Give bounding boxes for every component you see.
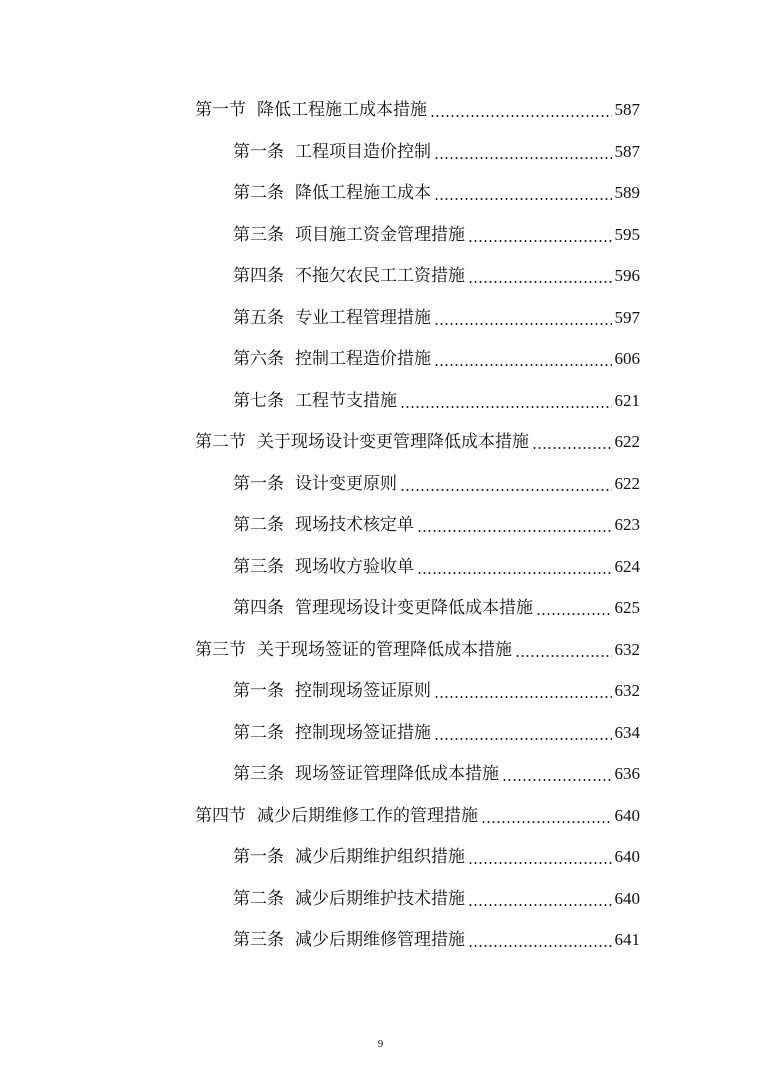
- dot-leader: [502, 778, 612, 782]
- toc-entry-article[interactable]: [233, 178, 640, 208]
- toc-entry-section[interactable]: [195, 95, 640, 125]
- toc-entry-number: 第四条: [233, 266, 284, 286]
- toc-entry-page: 640: [614, 806, 640, 825]
- dot-leader: [434, 197, 612, 201]
- toc-entry-page: 621: [614, 391, 640, 410]
- toc-entry-article[interactable]: [233, 842, 640, 872]
- toc-entry-number: 第六条: [233, 349, 284, 369]
- toc-entry-article[interactable]: [233, 386, 640, 416]
- dot-leader: [434, 695, 612, 699]
- toc-entry-page: 622: [614, 474, 640, 493]
- dot-leader: [430, 114, 612, 118]
- toc-entry-title: 关于现场设计变更管理降低成本措施: [257, 432, 529, 452]
- toc-entry-article[interactable]: [233, 676, 640, 706]
- dot-leader: [400, 405, 612, 409]
- toc-entry-title: 控制现场签证原则: [295, 681, 431, 701]
- toc-entry-number: 第三条: [233, 930, 284, 950]
- toc-entry-title: 降低工程施工成本措施: [257, 100, 427, 120]
- dot-leader: [400, 488, 612, 492]
- toc-entry-article[interactable]: [233, 925, 640, 955]
- toc-entry-article[interactable]: [233, 137, 640, 167]
- toc-entry-number: 第三条: [233, 225, 284, 245]
- dot-leader: [468, 944, 612, 948]
- toc-entry-title: 设计变更原则: [295, 474, 397, 494]
- toc-entry-section[interactable]: [195, 427, 640, 457]
- toc-entry-page: 636: [614, 764, 640, 783]
- toc-entry-number: 第一条: [233, 142, 284, 162]
- toc-entry-article[interactable]: [233, 552, 640, 582]
- toc-entry-page: 623: [614, 515, 640, 534]
- toc-entry-article[interactable]: [233, 220, 640, 250]
- toc-entry-title: 关于现场签证的管理降低成本措施: [257, 640, 512, 660]
- toc-entry-number: 第四节: [195, 806, 246, 826]
- dot-leader: [468, 239, 612, 243]
- toc-entry-section[interactable]: [195, 801, 640, 831]
- toc-entry-number: 第三条: [233, 764, 284, 784]
- dot-leader: [468, 280, 612, 284]
- toc-entry-number: 第二条: [233, 723, 284, 743]
- toc-entry-title: 项目施工资金管理措施: [295, 225, 465, 245]
- dot-leader: [417, 571, 612, 575]
- toc-entry-number: 第四条: [233, 598, 284, 618]
- toc-entry-title: 减少后期维修工作的管理措施: [257, 806, 478, 826]
- dot-leader: [417, 529, 612, 533]
- toc-entry-title: 降低工程施工成本: [295, 183, 431, 203]
- dot-leader: [434, 737, 612, 741]
- dot-leader: [434, 363, 612, 367]
- toc-entry-title: 控制现场签证措施: [295, 723, 431, 743]
- toc-entry-article[interactable]: [233, 718, 640, 748]
- toc-entry-number: 第一条: [233, 681, 284, 701]
- toc-entry-title: 减少后期维护组织措施: [295, 847, 465, 867]
- toc-entry-title: 现场收方验收单: [295, 557, 414, 577]
- dot-leader: [532, 446, 612, 450]
- toc-entry-page: 597: [614, 308, 640, 327]
- toc-entry-page: 595: [614, 225, 640, 244]
- toc-entry-article[interactable]: [233, 884, 640, 914]
- toc-entry-title: 现场签证管理降低成本措施: [295, 764, 499, 784]
- dot-leader: [481, 820, 612, 824]
- toc-entry-page: 625: [614, 598, 640, 617]
- toc-entry-title: 减少后期维修管理措施: [295, 930, 465, 950]
- toc-entry-page: 640: [614, 889, 640, 908]
- toc-entry-number: 第二条: [233, 515, 284, 535]
- toc-entry-title: 控制工程造价措施: [295, 349, 431, 369]
- toc-entry-article[interactable]: [233, 344, 640, 374]
- toc-entry-page: 587: [614, 100, 640, 119]
- toc-entry-page: 641: [614, 930, 640, 949]
- toc-entry-page: 634: [614, 723, 640, 742]
- toc-entry-page: 596: [614, 266, 640, 285]
- toc-entry-number: 第一节: [195, 100, 246, 120]
- toc-entry-section[interactable]: [195, 635, 640, 665]
- toc-entry-number: 第七条: [233, 391, 284, 411]
- toc-entry-page: 632: [614, 640, 640, 659]
- toc-entry-article[interactable]: [233, 303, 640, 333]
- toc-entry-page: 622: [614, 432, 640, 451]
- toc-entry-title: 工程项目造价控制: [295, 142, 431, 162]
- toc-entry-page: 640: [614, 847, 640, 866]
- dot-leader: [536, 612, 612, 616]
- toc-entry-title: 管理现场设计变更降低成本措施: [295, 598, 533, 618]
- toc-entry-number: 第三节: [195, 640, 246, 660]
- toc-entry-number: 第二条: [233, 183, 284, 203]
- toc-entry-article[interactable]: [233, 469, 640, 499]
- toc-entry-number: 第五条: [233, 308, 284, 328]
- dot-leader: [515, 654, 612, 658]
- toc-entry-number: 第三条: [233, 557, 284, 577]
- toc-entry-title: 不拖欠农民工工资措施: [295, 266, 465, 286]
- toc-entry-article[interactable]: [233, 759, 640, 789]
- toc-entry-number: 第二条: [233, 889, 284, 909]
- toc-entry-page: 606: [614, 349, 640, 368]
- toc-entry-page: 632: [614, 681, 640, 700]
- dot-leader: [468, 903, 612, 907]
- toc-entry-number: 第一条: [233, 847, 284, 867]
- page-number: 9: [377, 1038, 384, 1050]
- toc-entry-title: 减少后期维护技术措施: [295, 889, 465, 909]
- dot-leader: [434, 322, 612, 326]
- toc-entry-title: 工程节支措施: [295, 391, 397, 411]
- toc-entry-number: 第一条: [233, 474, 284, 494]
- toc-entry-title: 现场技术核定单: [295, 515, 414, 535]
- toc-entry-article[interactable]: [233, 593, 640, 623]
- toc-entry-article[interactable]: [233, 510, 640, 540]
- toc-entry-page: 587: [614, 142, 640, 161]
- toc-entry-number: 第二节: [195, 432, 246, 452]
- toc-entry-article[interactable]: [233, 261, 640, 291]
- dot-leader: [468, 861, 612, 865]
- toc-entry-page: 589: [614, 183, 640, 202]
- dot-leader: [434, 156, 612, 160]
- toc-entry-page: 624: [614, 557, 640, 576]
- toc-entry-title: 专业工程管理措施: [295, 308, 431, 328]
